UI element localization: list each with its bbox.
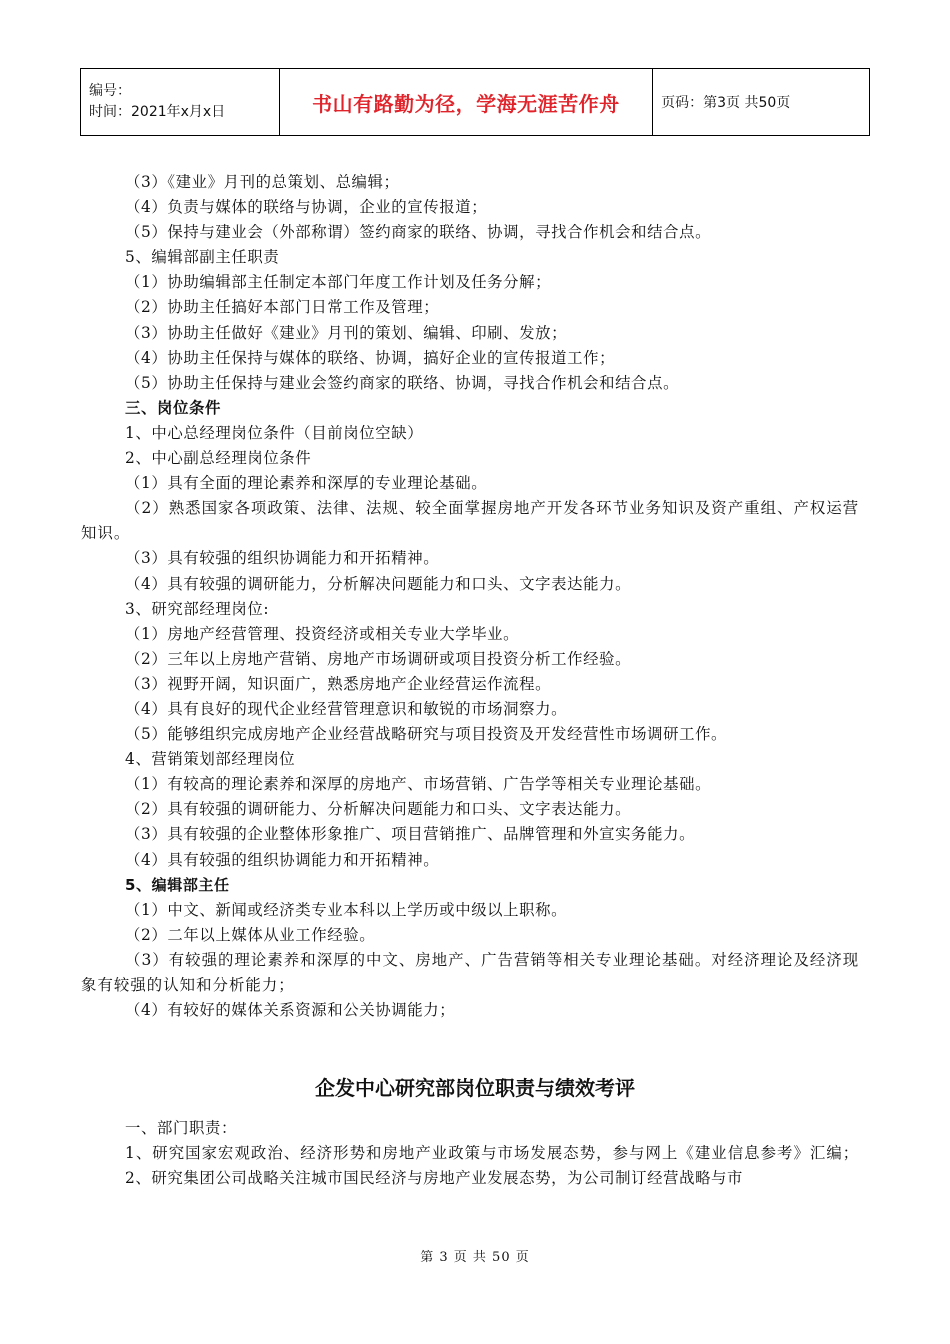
document-body (81, 170, 869, 1023)
list-item: （1）协助编辑部主任制定本部门年度工作计划及任务分解； (125, 273, 552, 292)
list-item: （1）具有全面的理论素养和深厚的专业理论基础。 (125, 474, 488, 493)
list-item: （3）视野开阔，知识面广，熟悉房地产企业经营运作流程。 (125, 674, 552, 693)
list-item: （4）负责与媒体的联络与协调，企业的宣传报道； (125, 198, 488, 217)
list-item: （2）三年以上房地产营销、房地产市场调研或项目投资分析工作经验。 (125, 649, 632, 668)
list-item: （1）房地产经营管理、投资经济或相关专业大学毕业。 (125, 624, 520, 643)
section-title: 企发中心研究部岗位职责与绩效考评 (315, 1076, 635, 1100)
page-header (80, 68, 870, 136)
list-item: （5）能够组织完成房地产企业经营战略研究与项目投资及开发经营性市场调研工作。 (125, 725, 728, 744)
header-meta (81, 69, 280, 136)
list-item: （2）协助主任搞好本部门日常工作及管理； (125, 298, 440, 317)
list-item: （3）有较强的理论素养和深厚的中文、房地产、广告营销等相关专业理论基础。对经济理论及经济现象有较强的认知和分析能力； (81, 950, 860, 994)
document-number-label: 编号： (89, 83, 131, 99)
list-item: （3）《建业》月刊的总策划、总编辑； (125, 173, 400, 191)
list-item: （2）熟悉国家各项政策、法律、法规、较全面掌握房地产开发各环节业务知识及资产重组、产权运营知识。 (81, 499, 860, 543)
list-item: 1、研究国家宏观政治、经济形势和房地产业政策与市场发展态势，参与网上《建业信息参考》汇编； (125, 1144, 860, 1163)
subheading: 5、编辑部主任 (125, 875, 230, 894)
list-item: （4）具有较强的调研能力，分析解决问题能力和口头、文字表达能力。 (125, 574, 632, 593)
document-body-continued (81, 1116, 869, 1191)
list-item: （3）具有较强的组织协调能力和开拓精神。 (125, 549, 440, 568)
list-item: （4）具有良好的现代企业经营管理意识和敏锐的市场洞察力。 (125, 699, 568, 718)
list-item: （3）协助主任做好《建业》月刊的策划、编辑、印刷、发放； (125, 323, 568, 342)
subheading: 一、部门职责： (125, 1119, 237, 1137)
list-item: （4）协助主任保持与媒体的联络、协调，搞好企业的宣传报道工作； (125, 348, 616, 367)
list-item: （2）二年以上媒体从业工作经验。 (125, 925, 376, 944)
list-item: 2、研究集团公司战略关注城市国民经济与房地产业发展态势，为公司制订经营战略与市 (125, 1169, 744, 1188)
section-heading: 三、岗位条件 (125, 398, 221, 417)
list-item: （5）保持与建业会（外部称谓）签约商家的联络、协调，寻找合作机会和结合点。 (125, 223, 712, 242)
list-item: （2）具有较强的调研能力、分析解决问题能力和口头、文字表达能力。 (125, 800, 632, 819)
list-item: （4）有较好的媒体关系资源和公关协调能力； (125, 1001, 456, 1020)
list-item: （4）具有较强的组织协调能力和开拓精神。 (125, 850, 440, 869)
list-item: （5）协助主任保持与建业会签约商家的联络、协调，寻找合作机会和结合点。 (125, 373, 680, 392)
header-page-info: 页码：第3页 共50页 (653, 69, 870, 136)
subheading: 1、中心总经理岗位条件（目前岗位空缺） (125, 423, 424, 442)
page-footer: 第 3 页 共 50 页 (420, 1250, 530, 1265)
list-item: （1）有较高的理论素养和深厚的房地产、市场营销、广告学等相关专业理论基础。 (125, 775, 712, 794)
list-item: （1）中文、新闻或经济类专业本科以上学历或中级以上职称。 (125, 900, 568, 919)
subheading: 3、研究部经理岗位: (125, 599, 270, 618)
subheading: 2、中心副总经理岗位条件 (125, 449, 312, 468)
subheading: 5、编辑部副主任职责 (125, 248, 280, 267)
header-motto: 书山有路勤为径，学海无涯苦作舟 (279, 69, 653, 136)
subheading: 4、营销策划部经理岗位 (125, 750, 296, 769)
list-item: （3）具有较强的企业整体形象推广、项目营销推广、品牌管理和外宣实务能力。 (125, 825, 696, 844)
document-date: 时间：2021年x月x日 (89, 104, 226, 120)
